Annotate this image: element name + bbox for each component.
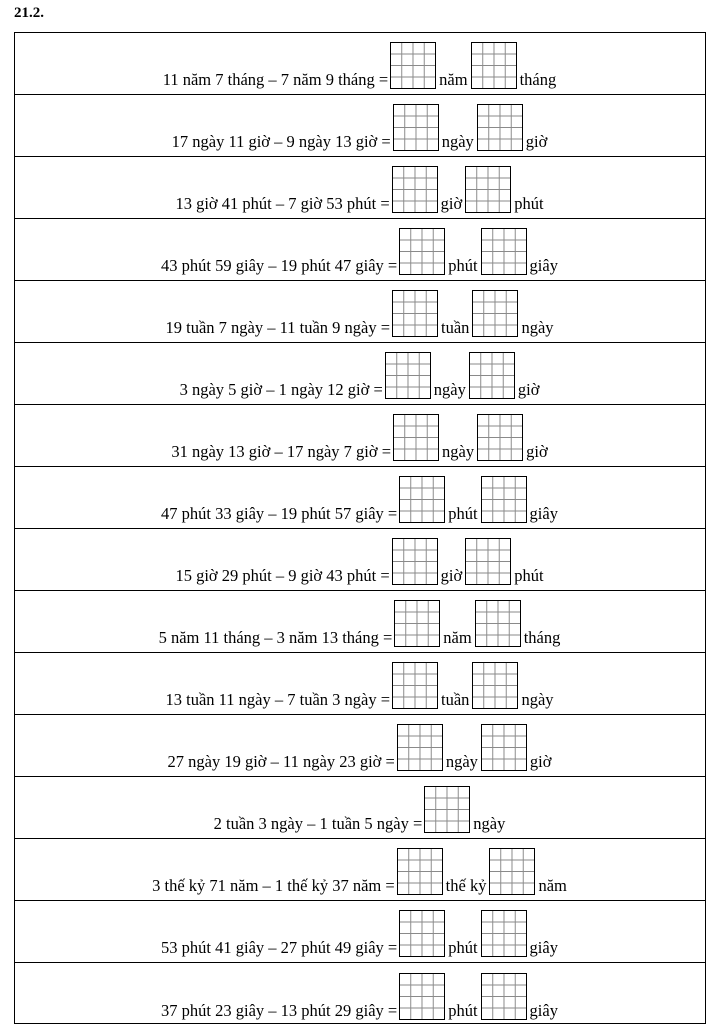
expression: 2 tuần 3 ngày – 1 tuần 5 ngày = [213,814,423,833]
unit-label-2: giờ [525,132,548,151]
unit-label-1: ngày [433,380,466,399]
expression: 43 phút 59 giây – 19 phút 47 giây = [161,256,398,275]
expression: 31 ngày 13 giờ – 17 ngày 7 giờ = [171,442,392,461]
answer-box-2[interactable] [472,290,518,337]
answer-box-1[interactable] [392,166,438,213]
answer-box-1[interactable] [397,848,443,895]
unit-label-2: giờ [517,380,540,399]
unit-label-2: phút [514,194,544,213]
exercise-row [15,901,705,963]
answer-box-1[interactable] [394,600,440,647]
answer-box-1[interactable] [393,414,439,461]
answer-box-1[interactable] [393,104,439,151]
answer-box-1[interactable] [392,662,438,709]
answer-box-1[interactable] [385,352,431,399]
unit-label-1: phút [448,938,478,957]
answer-box-2[interactable] [475,600,521,647]
expression: 19 tuần 7 ngày – 11 tuần 9 ngày = [165,318,391,337]
exercise-row [15,963,705,1025]
expression: 5 năm 11 tháng – 3 năm 13 tháng = [158,628,393,647]
answer-box-2[interactable] [481,724,527,771]
expression: 17 ngày 11 giờ – 9 ngày 13 giờ = [171,132,391,151]
unit-label-2: giây [529,504,558,523]
expression: 15 giờ 29 phút – 9 giờ 43 phút = [175,566,390,585]
exercise-row [15,33,705,95]
answer-box-1[interactable] [390,42,436,89]
expression: 13 giờ 41 phút – 7 giờ 53 phút = [175,194,390,213]
answer-box-1[interactable] [399,973,445,1020]
unit-label-1: giờ [440,566,463,585]
unit-label-1: giờ [440,194,463,213]
answer-box-1[interactable] [399,910,445,957]
unit-label-2: giờ [526,442,548,461]
answer-box-1[interactable] [392,290,438,337]
answer-box-2[interactable] [477,414,523,461]
unit-label-2: ngày [521,318,554,337]
expression: 37 phút 23 giây – 13 phút 29 giây = [161,1001,398,1020]
unit-label-1: ngày [473,814,506,833]
expression: 27 ngày 19 giờ – 11 ngày 23 giờ = [167,752,395,771]
answer-box-1[interactable] [397,724,443,771]
unit-label-1: tuần [441,318,470,337]
answer-box-1[interactable] [399,476,445,523]
answer-box-2[interactable] [481,228,527,275]
unit-label-1: năm [443,628,472,647]
exercise-row [15,839,705,901]
unit-label-2: tháng [519,70,557,89]
exercise-row [15,653,705,715]
answer-box-2[interactable] [481,973,527,1020]
unit-label-2: giây [529,256,558,275]
answer-box-2[interactable] [472,662,518,709]
expression: 3 thế kỷ 71 năm – 1 thế kỷ 37 năm = [152,876,395,895]
exercise-row [15,95,705,157]
unit-label-1: ngày [445,752,478,771]
expression: 3 ngày 5 giờ – 1 ngày 12 giờ = [179,380,383,399]
exercise-number: 21.2. [14,5,44,21]
exercise-row [15,219,705,281]
unit-label-2: giây [529,1001,558,1020]
answer-box-2[interactable] [481,476,527,523]
answer-box-2[interactable] [481,910,527,957]
expression: 47 phút 33 giây – 19 phút 57 giây = [161,504,398,523]
answer-box-1[interactable] [424,786,470,833]
exercise-row [15,715,705,777]
unit-label-2: giây [529,938,558,957]
exercise-row [15,591,705,653]
expression: 11 năm 7 tháng – 7 năm 9 tháng = [162,70,389,89]
answer-box-2[interactable] [471,42,517,89]
unit-label-1: năm [439,70,468,89]
answer-box-1[interactable] [392,538,438,585]
answer-box-2[interactable] [489,848,535,895]
expression: 13 tuần 11 ngày – 7 tuần 3 ngày = [165,690,391,709]
answer-box-2[interactable] [465,166,511,213]
answer-box-2[interactable] [477,104,523,151]
unit-label-1: phút [448,504,478,523]
exercise-table [14,32,706,1024]
exercise-row [15,343,705,405]
answer-box-1[interactable] [399,228,445,275]
unit-label-2: phút [514,566,544,585]
exercise-row [15,281,705,343]
unit-label-2: ngày [521,690,554,709]
exercise-row [15,777,705,839]
unit-label-1: ngày [441,132,474,151]
unit-label-1: phút [448,256,478,275]
expression: 53 phút 41 giây – 27 phút 49 giây = [161,938,398,957]
exercise-row [15,467,705,529]
exercise-row [15,405,705,467]
unit-label-2: năm [538,876,567,895]
answer-box-2[interactable] [469,352,515,399]
exercise-row [15,157,705,219]
unit-label-1: ngày [442,442,475,461]
exercise-row [15,529,705,591]
unit-label-2: tháng [523,628,561,647]
unit-label-1: thế kỷ [445,876,487,895]
unit-label-1: phút [448,1001,478,1020]
unit-label-1: tuần [441,690,470,709]
unit-label-2: giờ [529,752,552,771]
answer-box-2[interactable] [465,538,511,585]
